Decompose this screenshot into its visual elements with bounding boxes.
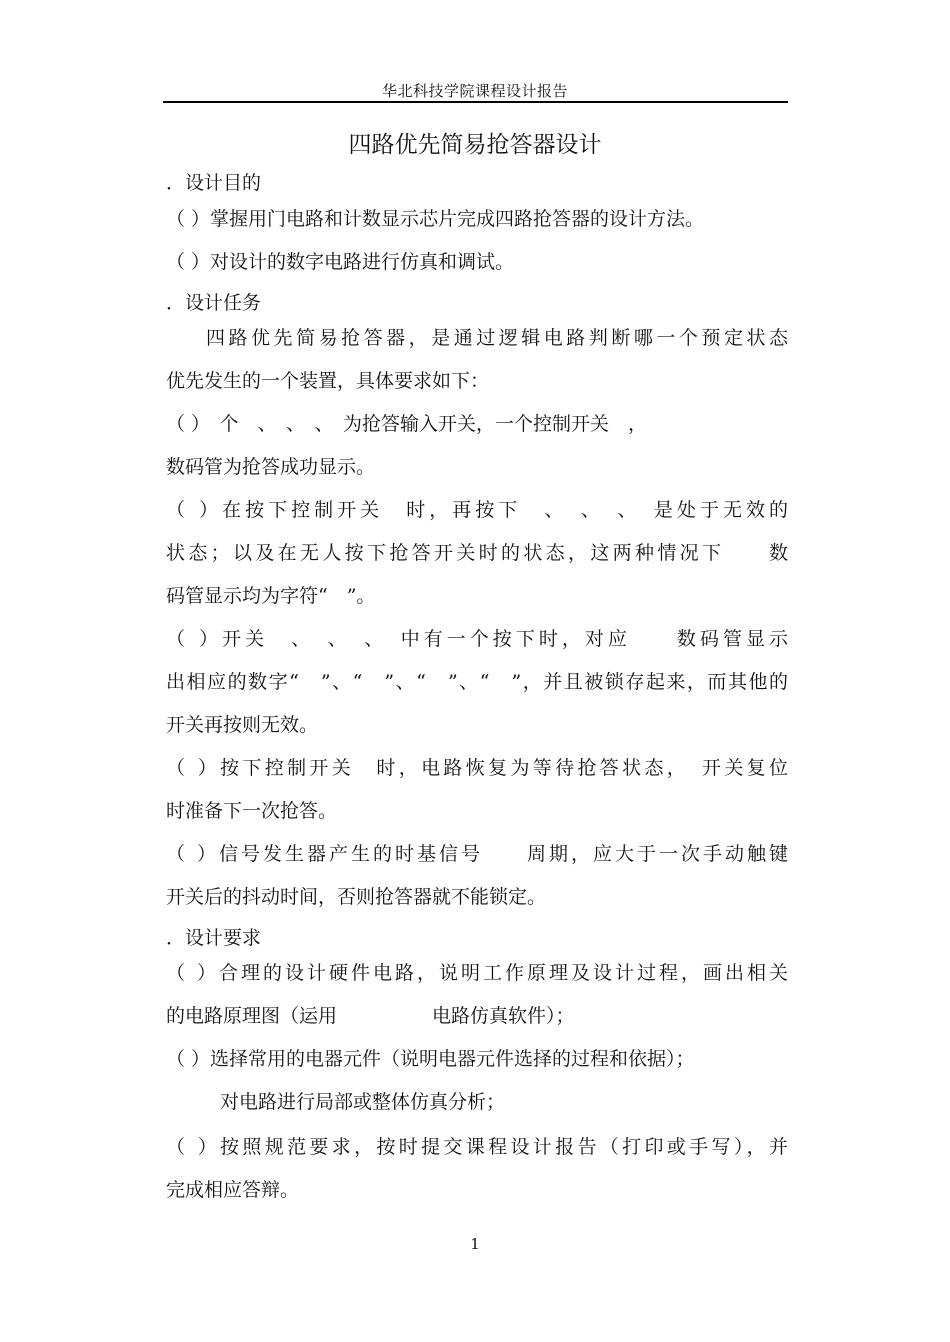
section-heading-purpose: ．设计目的 (166, 172, 262, 194)
header-divider (163, 101, 788, 103)
task-item-4-line-2: 时准备下一次抢答。 (166, 800, 338, 822)
section-heading-requirements: ．设计要求 (166, 927, 262, 949)
requirement-3-line-2: 完成相应答辩。 (166, 1179, 300, 1201)
page-number: 1 (470, 1235, 480, 1253)
requirement-1-line-1: （ ）合理的设计硬件电路，说明工作原理及设计过程，画出相关 (166, 962, 788, 984)
document-title: 四路优先简易抢答器设计 (348, 132, 602, 158)
page-header: 华北科技学院课程设计报告 (381, 82, 568, 100)
task-item-1-line-2: 数码管为抢答成功显示。 (166, 456, 376, 478)
task-intro-line-1: 四路优先简易抢答器，是通过逻辑电路判断哪一个预定状态 (206, 327, 788, 349)
section-heading-task: ．设计任务 (166, 292, 262, 314)
task-item-2-line-1: （ ）在按下控制开关 时，再按下 、 、 、 是处于无效的 (166, 499, 788, 521)
purpose-item-1: （ ）掌握用门电路和计数显示芯片完成四路抢答器的设计方法。 (166, 208, 705, 230)
task-item-5-line-1: （ ）信号发生器产生的时基信号 周期，应大于一次手动触键 (166, 843, 788, 865)
task-item-2-line-3: 码管显示均为字符“ ”。 (166, 585, 376, 607)
task-item-3-line-3: 开关再按则无效。 (166, 714, 319, 736)
task-item-1-line-1: （ ） 个 、 、 、 为抢答输入开关，一个控制开关 ， (166, 413, 648, 435)
purpose-item-2: （ ）对设计的数字电路进行仿真和调试。 (166, 251, 515, 273)
task-item-5-line-2: 开关后的抖动时间，否则抢答器就不能锁定。 (166, 886, 547, 908)
task-intro-line-2: 优先发生的一个装置，具体要求如下： (166, 370, 490, 392)
requirement-2-line-1: （ ）选择常用的电器元件（说明电器元件选择的过程和依据）； (166, 1048, 695, 1070)
requirement-2-line-2: 对电路进行局部或整体仿真分析； (220, 1091, 506, 1113)
task-item-4-line-1: （ ）按下控制开关 时，电路恢复为等待抢答状态， 开关复位 (166, 757, 788, 779)
requirement-1-line-2: 的电路原理图（运用 电路仿真软件）； (166, 1005, 575, 1027)
task-item-2-line-2: 状态；以及在无人按下抢答开关时的状态，这两种情况下 数 (166, 542, 788, 564)
task-item-3-line-1: （ ）开关 、 、 、 中有一个按下时，对应 数码管显示 (166, 628, 788, 650)
task-item-3-line-2: 出相应的数字“ ”、“ ”、“ ”、“ ”，并且被锁存起来，而其他的 (166, 671, 788, 693)
requirement-3-line-1: （ ）按照规范要求，按时提交课程设计报告（打印或手写），并 (166, 1136, 788, 1158)
